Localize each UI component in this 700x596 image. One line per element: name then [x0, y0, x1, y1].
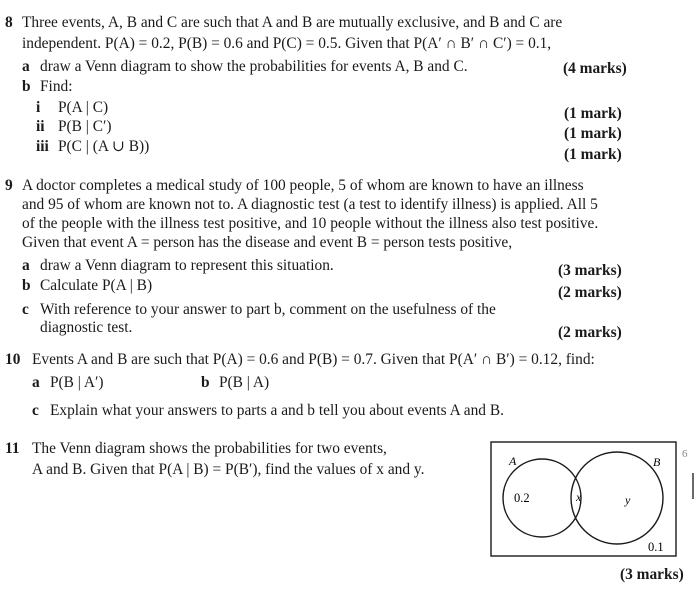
q8-subpart-label: i — [36, 99, 41, 116]
q10-part-b-label: b — [201, 374, 210, 391]
venn-value-outside: 0.1 — [648, 540, 664, 554]
q9-part-c-text-line-2: diagnostic test. — [40, 319, 133, 336]
q9-part-a-marks: (3 marks) — [558, 262, 622, 279]
q9-number: 9 — [5, 177, 13, 194]
q9-text-line-4: Given that event A = person has the disease and event B = person tests positive, — [22, 234, 513, 251]
q9-part-b-label: b — [22, 277, 31, 294]
q11-text-line-1: The Venn diagram shows the probabilities for two events, — [32, 440, 387, 457]
q9-part-b-text: Calculate P(A | B) — [40, 277, 153, 294]
venn-circle-b — [571, 452, 663, 544]
q11-marks: (3 marks) — [620, 566, 684, 583]
q8-text-line-1: Three events, A, B and C are such that A and B are mutually exclusive, and B and C are — [22, 14, 563, 31]
q10-text-line-1: Events A and B are such that P(A) = 0.6 and P(B) = 0.7. Given that P(A′ ∩ B′) = 0.12, find: — [32, 351, 595, 368]
q8-subpart-text: P(B | C′) — [58, 118, 112, 135]
venn-value-a-only: 0.2 — [514, 491, 530, 505]
q8-part-a-marks: (4 marks) — [563, 60, 627, 77]
q8-text-line-2: independent. P(A) = 0.2, P(B) = 0.6 and P(C) = 0.5. Given that P(A′ ∩ B′ ∩ C′) = 0.1, — [22, 35, 552, 52]
q9-part-b-marks: (2 marks) — [558, 284, 622, 301]
q10-part-b-text: P(B | A) — [219, 374, 270, 391]
q8-subpart-text: P(A | C) — [58, 99, 109, 116]
q11-text-line-2: A and B. Given that P(A | B) = P(B′), find the values of x and y. — [32, 461, 425, 478]
q8-part-a-label: a — [22, 58, 30, 75]
q9-text-line-2: and 95 of whom are known not to. A diagnostic test (a test to identify illness) is applied. All 5 — [22, 196, 598, 213]
venn-label-b: B — [653, 455, 661, 469]
venn-diagram — [490, 441, 696, 561]
q9-part-c-text-line-1: With reference to your answer to part b, comment on the usefulness of the — [40, 301, 496, 318]
q9-part-c-label: c — [22, 301, 29, 318]
venn-label-a: A — [509, 454, 517, 468]
q11-number: 11 — [5, 440, 20, 457]
q9-text-line-1: A doctor completes a medical study of 100 people, 5 of whom are known to have an illness — [22, 177, 584, 194]
q8-subpart-marks: (1 mark) — [564, 125, 622, 142]
q10-part-c-text: Explain what your answers to parts a and b tell you about events A and B. — [50, 402, 504, 419]
venn-value-intersection: x — [576, 490, 582, 504]
q9-text-line-3: of the people with the illness test positive, and 10 people without the illness also test positive. — [22, 215, 599, 232]
q8-subpart-label: iii — [36, 138, 49, 155]
q8-part-a-text: draw a Venn diagram to show the probabilities for events A, B and C. — [40, 58, 468, 75]
q9-part-a-label: a — [22, 257, 30, 274]
q8-part-b-text: Find: — [40, 78, 73, 95]
q9-part-c-marks: (2 marks) — [558, 324, 622, 341]
q10-number: 10 — [5, 351, 21, 368]
q8-subpart-marks: (1 mark) — [564, 105, 622, 122]
venn-value-b-only: y — [625, 493, 631, 507]
q8-subpart-label: ii — [36, 118, 45, 135]
q10-part-c-label: c — [32, 402, 39, 419]
q9-part-a-text: draw a Venn diagram to represent this situation. — [40, 257, 334, 274]
margin-page-mark: 6 — [682, 448, 688, 460]
q8-part-b-label: b — [22, 78, 31, 95]
q10-part-a-text: P(B | A′) — [50, 374, 104, 391]
q8-subpart-marks: (1 mark) — [564, 146, 622, 163]
q8-number: 8 — [5, 14, 13, 31]
q8-subpart-text: P(C | (A ∪ B)) — [58, 138, 150, 155]
q10-part-a-label: a — [32, 374, 40, 391]
